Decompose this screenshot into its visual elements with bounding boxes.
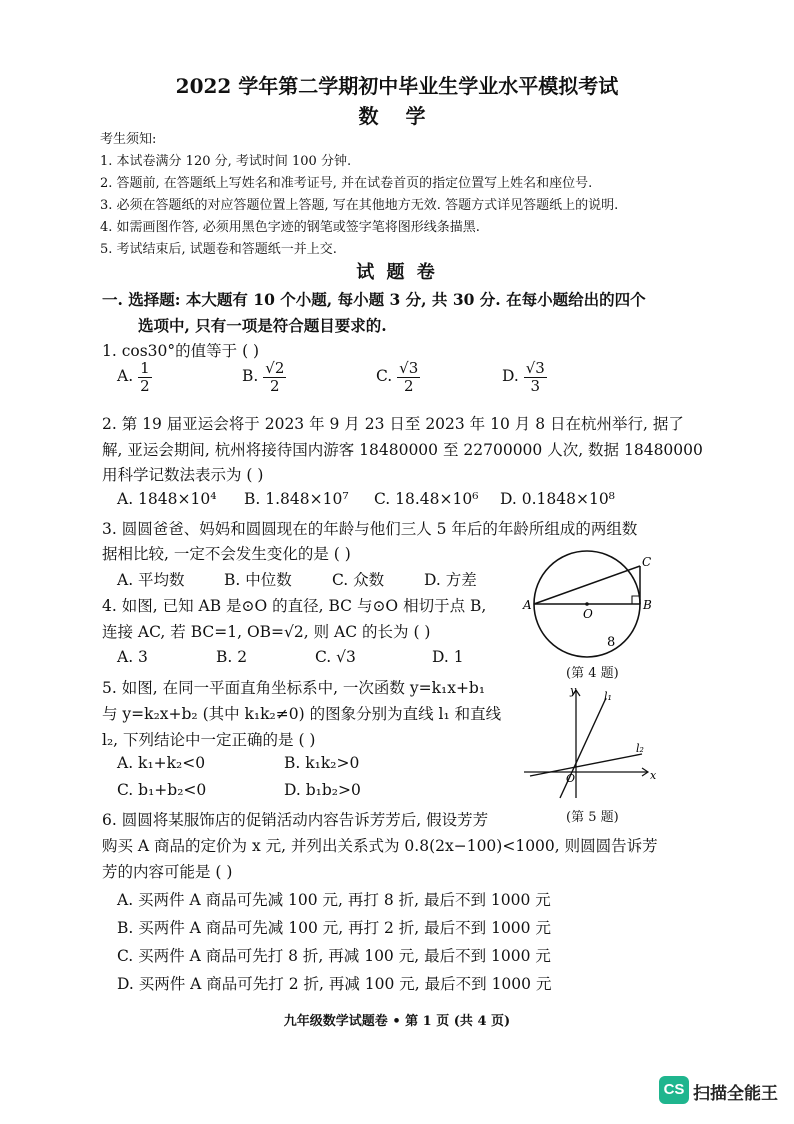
question-3-line: 3. 圆圆爸爸、妈妈和圆圆现在的年龄与他们三人 5 年后的年龄所组成的两组数 <box>102 520 638 538</box>
label-b: B <box>643 598 652 612</box>
q4-option-b: B. 2 <box>216 648 248 666</box>
label-l1: l₁ <box>604 690 612 703</box>
fraction: $\frac{√3}{2}$ <box>399 359 419 395</box>
question-5-line: l₂, 下列结论中一定正确的是 ( ) <box>102 731 316 749</box>
notice-heading: 考生须知: <box>100 132 157 147</box>
label-o: O <box>583 607 593 621</box>
fraction: $\frac{1}{2}$ <box>140 359 150 395</box>
q4-option-d: D. 1 <box>432 648 464 666</box>
camscanner-watermark: 扫描全能王 <box>693 1084 778 1103</box>
q3-option-b: B. 中位数 <box>224 571 292 589</box>
fraction: $\frac{√2}{2}$ <box>265 359 285 395</box>
notice-item: 1. 本试卷满分 120 分, 考试时间 100 分钟. <box>100 154 352 169</box>
label-a: A <box>523 598 532 612</box>
q5-option-c: C. b₁+b₂<0 <box>117 781 207 799</box>
label-origin: O <box>566 772 576 785</box>
q4-figure-caption: (第 4 题) <box>566 666 619 681</box>
q2-option-a: A. 1848×10⁴ <box>117 490 217 508</box>
q6-option-b: B. 买两件 A 商品可先减 100 元, 再打 2 折, 最后不到 1000 元 <box>117 919 551 937</box>
label-y: y <box>570 684 577 697</box>
question-5-line: 5. 如图, 在同一平面直角坐标系中, 一次函数 y=k₁x+b₁ <box>102 679 486 697</box>
notice-item: 3. 必须在答题纸的对应答题位置上答题, 写在其他地方无效. 答题方式详见答题纸上的说明. <box>100 198 619 213</box>
q5-graph-figure <box>520 680 660 800</box>
line-l2 <box>530 754 642 776</box>
label-x: x <box>650 769 657 782</box>
label-c: C <box>642 555 652 569</box>
q1-option-d: D. $\frac{√3}{3}$ <box>502 359 545 395</box>
q1-option-a: A. $\frac{1}{2}$ <box>117 359 150 395</box>
question-6-line: 芳的内容可能是 ( ) <box>102 863 233 881</box>
section-heading-cont: 选项中, 只有一项是符合题目要求的. <box>138 316 387 335</box>
q2-option-b: B. 1.848×10⁷ <box>244 490 349 508</box>
fraction: $\frac{√3}{3}$ <box>525 359 545 395</box>
q6-option-a: A. 买两件 A 商品可先减 100 元, 再打 8 折, 最后不到 1000 元 <box>117 891 551 909</box>
q4-circle-figure <box>515 540 665 675</box>
center-dot <box>585 602 589 606</box>
exam-title: 2022 学年第二学期初中毕业生学业水平模拟考试 <box>175 74 619 98</box>
q5-option-a: A. k₁+k₂<0 <box>117 754 206 772</box>
q1-option-c: C. $\frac{√3}{2}$ <box>376 359 419 395</box>
q4-option-c: C. √3 <box>315 648 356 666</box>
q5-option-b: B. k₁k₂>0 <box>284 754 360 772</box>
question-4-line: 连接 AC, 若 BC=1, OB=√2, 则 AC 的长为 ( ) <box>102 623 431 641</box>
q5-option-d: D. b₁b₂>0 <box>284 781 361 799</box>
q2-option-c: C. 18.48×10⁶ <box>374 490 479 508</box>
subject-title: 数 学 <box>358 104 436 128</box>
question-5-line: 与 y=k₂x+b₂ (其中 k₁k₂≠0) 的图象分别为直线 l₁ 和直线 <box>102 705 502 723</box>
question-1-stem: 1. cos30°的值等于 ( ) <box>102 342 260 360</box>
q3-option-c: C. 众数 <box>332 571 385 589</box>
question-2-line: 2. 第 19 届亚运会将于 2023 年 9 月 23 日至 2023 年 10 月 8 日在杭州举行, 据了 <box>102 415 684 433</box>
paper-title: 试 题 卷 <box>356 262 438 283</box>
q6-option-c: C. 买两件 A 商品可先打 8 折, 再减 100 元, 最后不到 1000 元 <box>117 947 551 965</box>
segment-ac <box>534 566 640 604</box>
notice-item: 2. 答题前, 在答题纸上写姓名和准考证号, 并在试卷首页的指定位置写上姓名和座位号. <box>100 176 593 191</box>
q3-option-a: A. 平均数 <box>117 571 185 589</box>
q4-option-a: A. 3 <box>117 648 148 666</box>
question-6-line: 购买 A 商品的定价为 x 元, 并列出关系式为 0.8(2x−100)<1000, 则圆圆告诉芳 <box>102 837 658 855</box>
q5-figure-caption: (第 5 题) <box>566 810 619 825</box>
q2-option-d: D. 0.1848×10⁸ <box>500 490 615 508</box>
page-footer: 九年级数学试题卷 • 第 1 页 (共 4 页) <box>283 1014 511 1029</box>
handwritten-mark: 8 <box>607 635 616 650</box>
question-2-line: 解, 亚运会期间, 杭州将接待国内游客 18480000 至 22700000 人次, 数据 18480000 <box>102 441 703 459</box>
q6-option-d: D. 买两件 A 商品可先打 2 折, 再减 100 元, 最后不到 1000 元 <box>117 975 552 993</box>
camscanner-logo: CS <box>659 1076 689 1104</box>
q1-option-b: B. $\frac{√2}{2}$ <box>242 359 285 395</box>
question-2-line: 用科学记数法表示为 ( ) <box>102 466 264 484</box>
question-6-line: 6. 圆圆将某服饰店的促销活动内容告诉芳芳后, 假设芳芳 <box>102 811 489 829</box>
question-3-line: 据相比较, 一定不会发生变化的是 ( ) <box>102 545 351 563</box>
q3-option-d: D. 方差 <box>424 571 477 589</box>
label-l2: l₂ <box>636 742 644 755</box>
question-4-line: 4. 如图, 已知 AB 是⊙O 的直径, BC 与⊙O 相切于点 B, <box>102 597 487 615</box>
section-heading: 一. 选择题: 本大题有 10 个小题, 每小题 3 分, 共 30 分. 在每小题给出的四个 <box>102 290 646 309</box>
notice-item: 5. 考试结束后, 试题卷和答题纸一并上交. <box>100 242 337 257</box>
notice-item: 4. 如需画图作答, 必须用黑色字迹的钢笔或签字笔将图形线条描黑. <box>100 220 480 235</box>
